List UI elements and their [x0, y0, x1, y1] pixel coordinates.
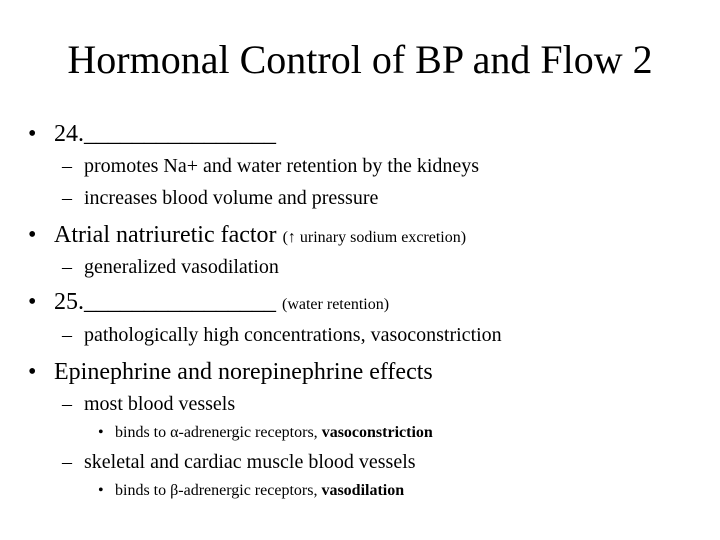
bullet-item-24: [28, 120, 276, 148]
bullet-item-anf: [28, 221, 466, 252]
bullet-dot: •: [28, 289, 37, 315]
bullet-dot: •: [28, 359, 37, 385]
bullet-text: 24.________________: [54, 121, 276, 147]
slide-title: Hormonal Control of BP and Flow 2: [67, 37, 653, 82]
bullet-note: (↑ urinary sodium excretion): [282, 229, 467, 246]
dash-marker: –: [62, 187, 72, 209]
detail-text: binds to β-adrenergic receptors,: [115, 482, 318, 499]
bullet-text: Atrial natriuretic factor: [54, 222, 277, 248]
dash-marker: –: [62, 451, 72, 473]
detail-text: binds to α-adrenergic receptors,: [115, 424, 318, 441]
bullet-note: (water retention): [282, 296, 390, 313]
dash-marker: –: [62, 155, 72, 177]
dash-marker: –: [62, 393, 72, 415]
detail-emphasis: vasoconstriction: [321, 424, 433, 441]
bullet-item-25: [28, 288, 389, 319]
bullet-dot: •: [98, 482, 104, 499]
sub-item-sodium-retention: [62, 154, 479, 178]
detail-item-beta: [98, 481, 404, 501]
sub-item-high-concentrations: [62, 323, 502, 347]
sub-item-text: promotes Na+ and water retention by the kidneys: [84, 155, 480, 177]
sub-item-most-vessels: [62, 392, 235, 416]
sub-item-blood-volume: [62, 186, 378, 210]
sub-item-text: pathologically high concentrations, vasoconstriction: [84, 324, 502, 346]
dash-marker: –: [62, 324, 72, 346]
detail-emphasis: vasodilation: [321, 482, 405, 499]
bullet-text: Epinephrine and norepinephrine effects: [54, 359, 433, 385]
sub-item-text: increases blood volume and pressure: [84, 187, 379, 209]
detail-item-alpha: [98, 423, 433, 443]
bullet-dot: •: [28, 222, 37, 248]
sub-item-text: generalized vasodilation: [84, 256, 279, 278]
bullet-dot: •: [28, 121, 37, 147]
sub-item-text: most blood vessels: [84, 393, 236, 415]
bullet-dot: •: [98, 424, 104, 441]
dash-marker: –: [62, 256, 72, 278]
sub-item-text: skeletal and cardiac muscle blood vessels: [84, 451, 416, 473]
sub-item-vasodilation: [62, 255, 279, 279]
sub-item-skeletal-cardiac: [62, 450, 416, 474]
bullet-item-epinephrine: [28, 358, 433, 386]
bullet-text: 25.________________: [54, 289, 276, 315]
